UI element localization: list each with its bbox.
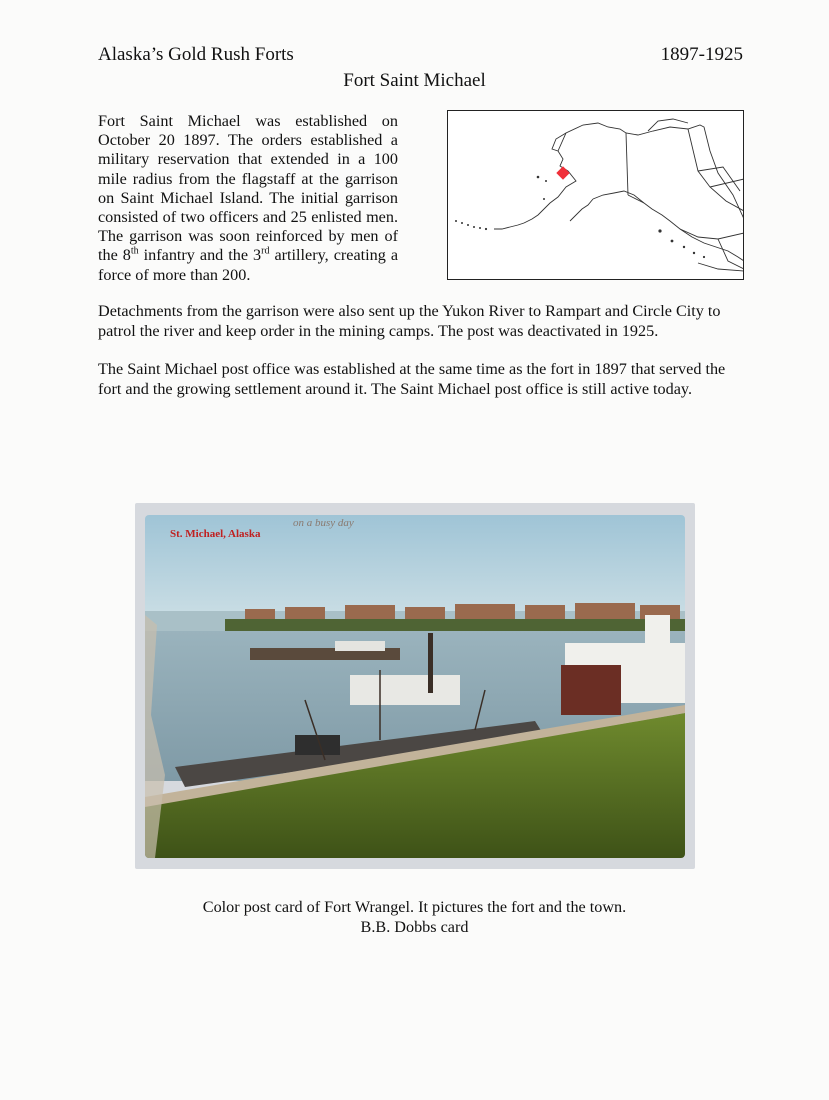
postcard-caption [0, 898, 829, 937]
intro-paragraph [98, 112, 398, 285]
intro-text-3: artillery, creating a force of more than 200. [98, 246, 398, 284]
postcard-label: St. Michael, Alaska [170, 528, 261, 540]
postcard-image [145, 515, 685, 858]
detachments-paragraph: Detachments from the garrison were also sent up the Yukon River to Rampart and Circle City to patrol the river and keep order in the mining camps. The post was deactivated in 1925. [98, 302, 721, 340]
post-office-paragraph: The Saint Michael post office was established at the same time as the fort in 1897 that served the fort and the growing settlement around it. The Saint Michael post office is still active today. [98, 360, 726, 398]
caption-line-1: Color post card of Fort Wrangel. It pictures the fort and the town. [202, 898, 627, 916]
intro-text-1: Fort Saint Michael was established on October 20 1897. The orders established a military reservation that extended in a 100 mile radius from the flagstaff at the garrison on Saint Michael Island. The initial garrison consisted of two officers and 25 enlisted men. The garrison was soon reinforced by men of the [98, 112, 398, 265]
ordinal-number: 8 [122, 246, 131, 265]
location-marker-icon [557, 167, 569, 179]
alaska-map-icon [448, 111, 744, 280]
ordinal-suffix: th [130, 246, 139, 258]
caption-line-2: B.B. Dobbs card [360, 917, 469, 936]
page-subtitle: Fort Saint Michael [343, 70, 486, 91]
ordinal-suffix: rd [261, 246, 270, 258]
alaska-map [447, 110, 744, 280]
intro-text-2: infantry and the [138, 246, 254, 265]
date-range: 1897-1925 [660, 44, 743, 65]
ordinal-number: 3 [253, 246, 262, 265]
page-title: Alaska’s Gold Rush Forts [98, 44, 294, 65]
postcard-handwriting: on a busy day [293, 517, 354, 529]
